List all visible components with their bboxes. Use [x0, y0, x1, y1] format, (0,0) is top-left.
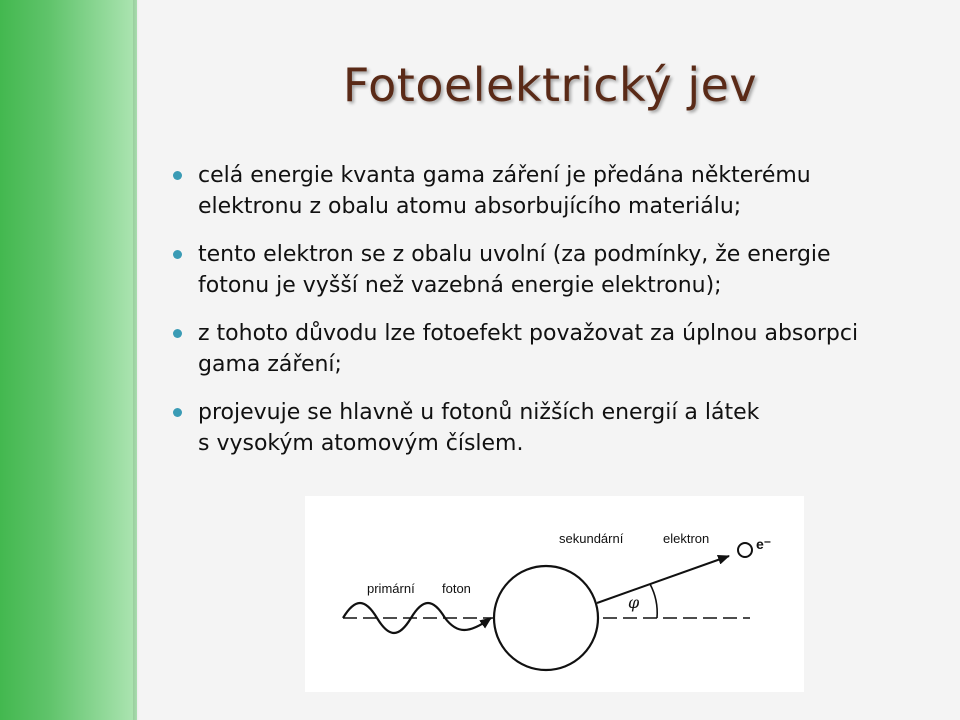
- bullet-dot-icon: [173, 408, 182, 417]
- sidebar-accent: [0, 0, 137, 720]
- electron-trajectory-arrow: [597, 556, 729, 603]
- bullet-line: tento elektron se z obalu uvolní (za podmínky, že energie: [198, 242, 831, 267]
- photon-label: foton: [442, 581, 471, 596]
- bullet-line: fotonu je vyšší než vazebná energie elektronu);: [198, 273, 722, 298]
- bullet-line: s vysokým atomovým číslem.: [198, 431, 524, 456]
- electron-symbol: e⁻: [756, 536, 772, 552]
- electron-label: elektron: [663, 531, 710, 546]
- primary-label: primární: [367, 581, 415, 596]
- bullet-item: [170, 239, 930, 301]
- bullet-item: [170, 397, 930, 459]
- angle-arc: [650, 584, 657, 618]
- bullet-line: gama záření;: [198, 352, 342, 377]
- sidebar-shadow: [133, 0, 139, 720]
- angle-symbol: φ: [628, 593, 640, 612]
- bullet-dot-icon: [173, 329, 182, 338]
- bullet-item: [170, 160, 930, 222]
- bullet-item: [170, 318, 930, 380]
- bullet-line: elektronu z obalu atomu absorbujícího materiálu;: [198, 194, 742, 219]
- bullet-dot-icon: [173, 250, 182, 259]
- bullet-line: projevuje se hlavně u fotonů nižších energií a látek: [198, 400, 760, 425]
- atom-circle: [494, 566, 598, 670]
- slide-title: Fotoelektrický jev: [342, 58, 758, 112]
- bullet-line: celá energie kvanta gama záření je předána některému: [198, 163, 811, 188]
- bullet-list: [170, 160, 930, 476]
- photoelectric-diagram: [305, 496, 804, 692]
- diagram-svg: [305, 496, 804, 692]
- bullet-dot-icon: [173, 171, 182, 180]
- electron-circle: [738, 543, 752, 557]
- bullet-line: z tohoto důvodu lze fotoefekt považovat za úplnou absorpci: [198, 321, 859, 346]
- secondary-label: sekundární: [559, 531, 624, 546]
